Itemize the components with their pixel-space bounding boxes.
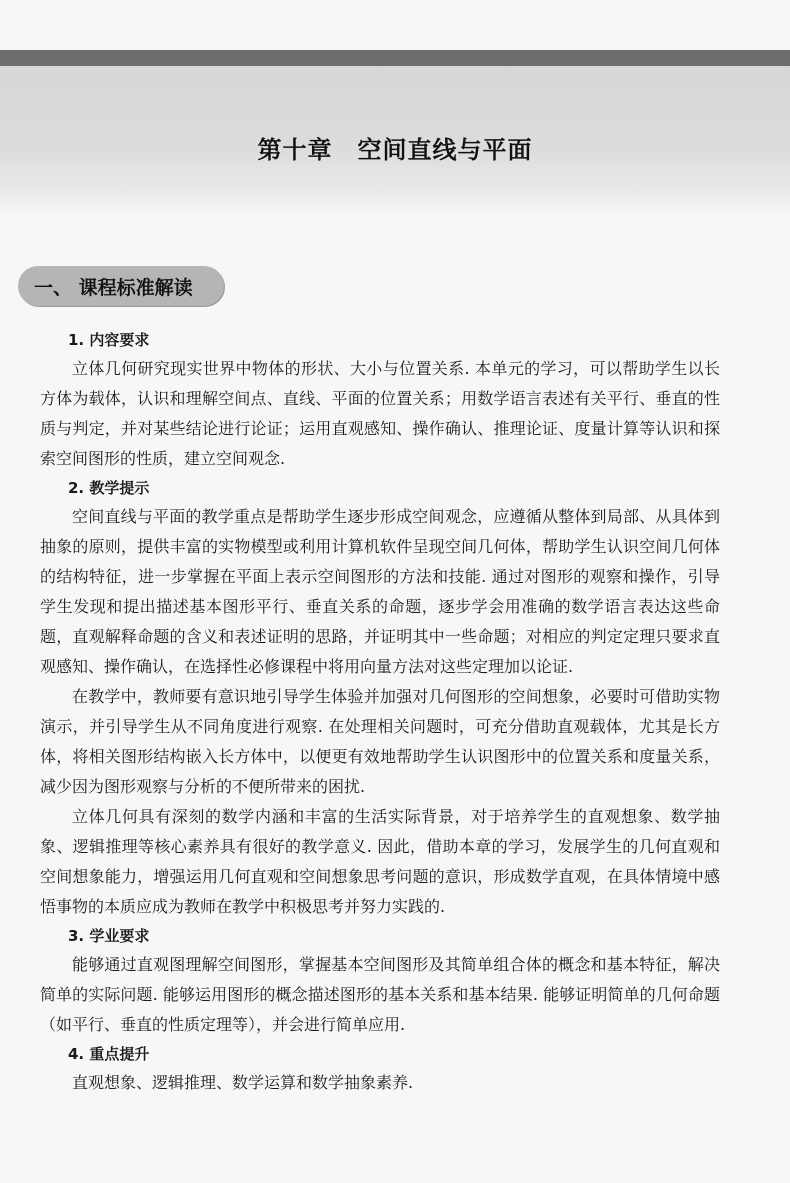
- subsection-heading-teaching-tips: 2. 教学提示: [68, 479, 150, 497]
- body-content: [40, 326, 720, 1098]
- subsection-heading-content-requirements: 1. 内容要求: [68, 331, 150, 349]
- paragraph: 立体几何具有深刻的数学内涵和丰富的生活实际背景，对于培养学生的直观想象、数学抽象、逻辑推理等核心素养具有很好的教学意义. 因此，借助本章的学习，发展学生的几何直观和空间想象能力，增强运用几何直观和空间想象思考问题的意识，形成数学直观，在具体情境中感悟事物的本质应成为教师在教学中积极思考并努力实践的.: [40, 807, 720, 916]
- paragraph: 空间直线与平面的教学重点是帮助学生逐步形成空间观念，应遵循从整体到局部、从具体到抽象的原则，提供丰富的实物模型或利用计算机软件呈现空间几何体，帮助学生认识空间几何体的结构特征，进一步掌握在平面上表示空间图形的方法和技能. 通过对图形的观察和操作，引导学生发现和提出描述基本图形平行、垂直关系的命题，逐步学会用准确的数学语言表达这些命题，直观解释命题的含义和表述证明的思路，并证明其中一些命题；对相应的判定定理只要求直观感知、操作确认，在选择性必修课程中将用向量方法对这些定理加以论证.: [40, 507, 720, 676]
- paragraph: 直观想象、逻辑推理、数学运算和数学抽象素养.: [72, 1073, 414, 1092]
- subsection-heading-academic-requirements: 3. 学业要求: [68, 927, 150, 945]
- chapter-title: 第十章 空间直线与平面: [257, 136, 533, 164]
- subsection-heading-key-improvements: 4. 重点提升: [68, 1045, 150, 1063]
- paragraph: 能够通过直观图理解空间图形，掌握基本空间图形及其简单组合体的概念和基本特征，解决简单的实际问题. 能够运用图形的概念描述图形的基本关系和基本结果. 能够证明简单的几何命题（如平行、垂直的性质定理等），并会进行简单应用.: [40, 955, 720, 1034]
- header-rule: [0, 50, 790, 66]
- section-title: 一、 课程标准解读: [34, 277, 193, 299]
- paragraph: 立体几何研究现实世界中物体的形状、大小与位置关系. 本单元的学习，可以帮助学生以长方体为载体，认识和理解空间点、直线、平面的位置关系；用数学语言表述有关平行、垂直的性质与判定，并对某些结论进行论证；运用直观感知、操作确认、推理论证、度量计算等认识和探索空间图形的性质，建立空间观念.: [40, 359, 720, 468]
- paragraph: 在教学中，教师要有意识地引导学生体验并加强对几何图形的空间想象，必要时可借助实物演示，并引导学生从不同角度进行观察. 在处理相关问题时，可充分借助直观载体，尤其是长方体，将相关图形结构嵌入长方体中，以便更有效地帮助学生认识图形中的位置关系和度量关系，减少因为图形观察与分析的不便所带来的困扰.: [40, 687, 720, 796]
